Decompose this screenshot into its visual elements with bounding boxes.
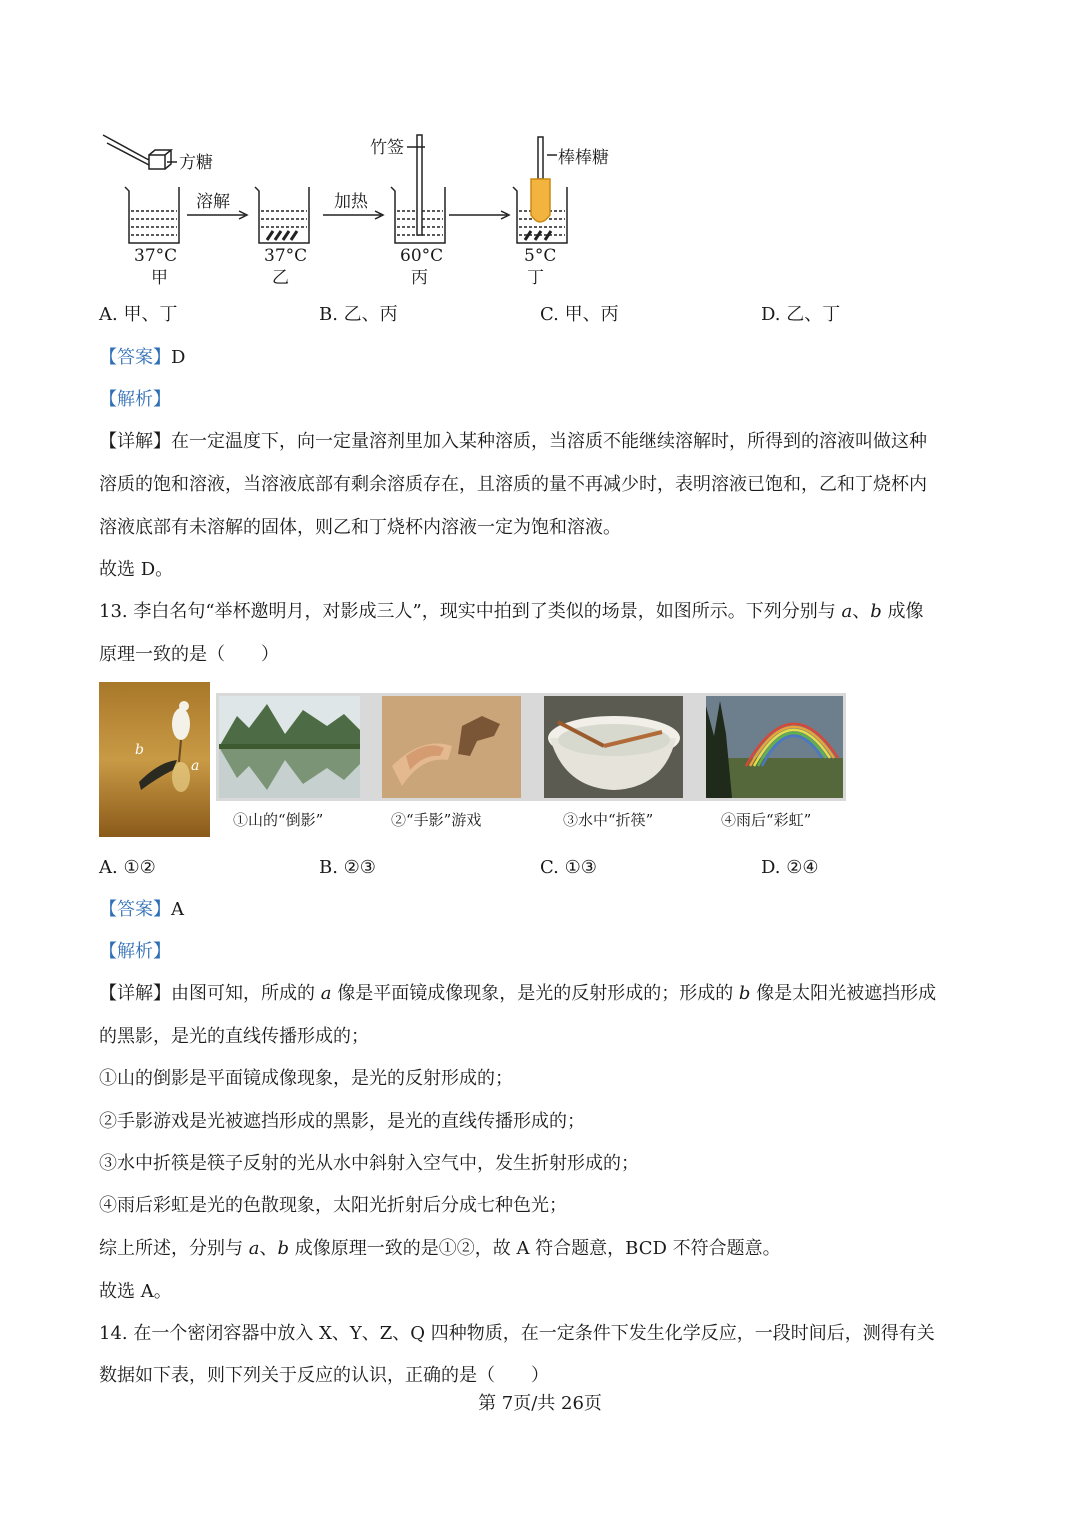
detail-text: 像是太阳光被遮挡形成	[750, 983, 937, 1004]
beaker-name: 乙	[272, 268, 289, 288]
detail-text: 在一定温度下，向一定量溶剂里加入某种溶质，当溶质不能继续溶解时，所得到的溶液叫做这种	[171, 431, 927, 452]
beaker-temp: 37°C	[264, 246, 308, 266]
answer-line	[99, 346, 185, 370]
option-c: C. ①③	[540, 857, 597, 878]
conclusion: 故选 A。	[99, 1281, 172, 1302]
var-a: a	[320, 983, 332, 1004]
answer-tag: 【答案】	[99, 899, 171, 920]
var-a: a	[248, 1238, 260, 1259]
detail-text: 由图可知，所成的	[171, 983, 321, 1004]
label-a: a	[191, 758, 200, 774]
option-b: B. 乙、丙	[319, 304, 398, 325]
analysis-item: ③水中折筷是筷子反射的光从水中斜射入空气中，发生折射形成的；	[99, 1153, 639, 1174]
lollipop-label: 棒棒糖	[558, 148, 609, 168]
question-14-stem-2: 数据如下表，则下列关于反应的认识，正确的是（ ）	[99, 1365, 549, 1386]
summary-text: 成像原理一致的是①②，故 A 符合题意，BCD 不符合题意。	[289, 1238, 781, 1259]
caption-2: ②“手影”游戏	[391, 811, 482, 829]
rainbow-photo	[706, 696, 843, 798]
question-14-stem: 14. 在一个密闭容器中放入 X、Y、Z、Q 四种物质，在一定条件下发生化学反应，一段时间后，测得有关	[99, 1323, 935, 1344]
bent-chopsticks-photo	[544, 696, 683, 798]
question-stem	[99, 600, 923, 624]
var-b: b	[870, 601, 882, 622]
analysis-item: ④雨后彩虹是光的色散现象，太阳光折射后分成七种色光；	[99, 1195, 567, 1216]
heat-label: 加热	[334, 192, 368, 212]
analysis-item: ①山的倒影是平面镜成像现象，是光的反射形成的；	[99, 1068, 513, 1089]
option-a: A. 甲、丁	[99, 304, 178, 325]
analysis-tag: 【解析】	[99, 389, 171, 410]
detail-line: 的黑影，是光的直线传播形成的；	[99, 1026, 369, 1047]
var-a: a	[841, 601, 853, 622]
beaker-temp: 5°C	[524, 246, 557, 266]
detail-text: 像是平面镜成像现象，是光的反射形成的；形成的	[331, 983, 739, 1004]
summary-line	[99, 1237, 781, 1261]
page-footer: 第 7页/共 26页	[478, 1393, 602, 1414]
caption-3: ③水中“折筷”	[563, 811, 654, 829]
stem-sep: 、	[852, 601, 871, 622]
option-c: C. 甲、丙	[540, 304, 619, 325]
detail-tag: 【详解】	[99, 431, 171, 452]
mountain-reflection-photo	[219, 696, 360, 798]
option-a: A. ①②	[99, 857, 156, 878]
detail-line: 溶液底部有未溶解的固体，则乙和丁烧杯内溶液一定为饱和溶液。	[99, 517, 621, 538]
conclusion: 故选 D。	[99, 559, 174, 580]
label-b: b	[135, 742, 144, 758]
hand-shadow-photo	[382, 696, 521, 798]
detail-line	[99, 430, 927, 454]
option-b: B. ②③	[319, 857, 376, 878]
stick-label: 竹签	[370, 138, 404, 158]
caption-4: ④雨后“彩虹”	[721, 811, 812, 829]
detail-line: 溶质的饱和溶液，当溶液底部有剩余溶质存在，且溶质的量不再减少时，表明溶液已饱和，乙和丁烧杯内	[99, 474, 927, 495]
beaker-name: 甲	[151, 268, 168, 288]
answer-value: A	[171, 899, 184, 920]
answer-value: D	[171, 347, 186, 368]
detail-tag: 【详解】	[99, 983, 171, 1004]
option-d: D. ②④	[761, 857, 819, 878]
summary-text: 综上所述，分别与	[99, 1238, 249, 1259]
stem-text: 13. 李白名句“举杯邀明月，对影成三人”，现实中拍到了类似的场景，如图所示。下列分别与	[99, 601, 842, 622]
beaker-name: 丁	[527, 268, 544, 288]
answer-line	[99, 898, 184, 922]
sugar-label: 方糖	[179, 153, 213, 173]
var-b: b	[738, 983, 751, 1004]
beaker-name: 丙	[411, 268, 428, 288]
var-b: b	[277, 1238, 289, 1259]
analysis-item: ②手影游戏是光被遮挡形成的黑影，是光的直线传播形成的；	[99, 1111, 585, 1132]
detail-line	[99, 982, 936, 1006]
analysis-tag: 【解析】	[99, 941, 171, 962]
beaker-temp: 37°C	[134, 246, 178, 266]
option-d: D. 乙、丁	[761, 304, 841, 325]
stem-text: 成像	[881, 601, 924, 622]
summary-sep: 、	[259, 1238, 278, 1259]
caption-1: ①山的“倒影”	[233, 811, 324, 829]
beaker-temp: 60°C	[400, 246, 444, 266]
question-stem-2: 原理一致的是（ ）	[99, 644, 279, 665]
answer-tag: 【答案】	[99, 347, 171, 368]
dissolve-label: 溶解	[196, 192, 230, 212]
